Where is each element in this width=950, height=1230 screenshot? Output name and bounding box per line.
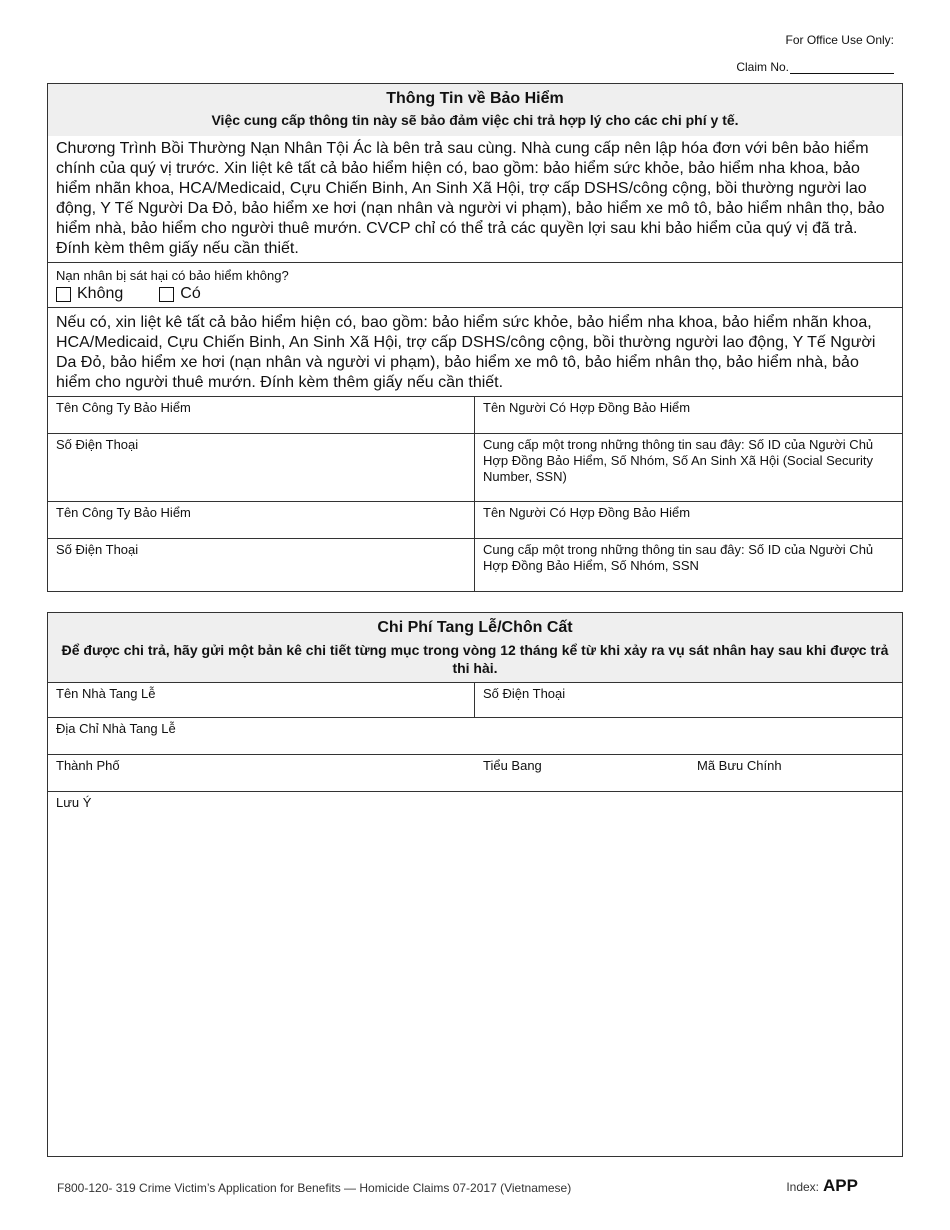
notes-label: Lưu Ý bbox=[56, 795, 92, 810]
insurance-section bbox=[47, 83, 903, 592]
insurance-id-label-2: Cung cấp một trong những thông tin sau đây: Số ID của Người Chủ Hợp Đồng Bảo Hiểm, Số Nhóm, SSN bbox=[483, 542, 874, 573]
funeral-row-2 bbox=[48, 718, 902, 755]
insurance-subtitle: Việc cung cấp thông tin này sẽ bảo đảm việc chi trả hợp lý cho các chi phí y tế. bbox=[211, 112, 739, 128]
funeral-phone-field[interactable] bbox=[475, 683, 902, 717]
option-yes[interactable] bbox=[159, 285, 200, 303]
insurance-question bbox=[48, 263, 902, 308]
city-label: Thành Phố bbox=[56, 758, 120, 773]
insurance-phone-label-1: Số Điện Thoại bbox=[56, 437, 139, 452]
funeral-home-name-label: Tên Nhà Tang Lễ bbox=[56, 686, 156, 701]
insurance-header bbox=[48, 84, 902, 136]
claim-number bbox=[736, 60, 894, 74]
policyholder-field-2[interactable] bbox=[475, 502, 902, 538]
insurance-phone-label-2: Số Điện Thoại bbox=[56, 542, 139, 557]
funeral-address-field[interactable] bbox=[48, 718, 902, 754]
insurance-row-3 bbox=[48, 502, 902, 539]
funeral-address-label: Địa Chỉ Nhà Tang Lễ bbox=[56, 721, 176, 736]
index-label: Index: bbox=[786, 1180, 820, 1194]
insurance-phone-field-2[interactable] bbox=[48, 539, 475, 591]
claim-number-label: Claim No. bbox=[736, 60, 789, 74]
form-footer: F800-120- 319 Crime Victim’s Application for Benefits — Homicide Claims 07-2017 (Vietnamese) bbox=[57, 1181, 572, 1195]
insurance-row-2 bbox=[48, 434, 902, 502]
index bbox=[786, 1176, 858, 1196]
insurance-company-field-1[interactable] bbox=[48, 397, 475, 433]
insurance-id-field-2[interactable] bbox=[475, 539, 902, 591]
option-no-label: Không bbox=[77, 285, 124, 302]
insurance-id-label-1: Cung cấp một trong những thông tin sau đây: Số ID của Người Chủ Hợp Đồng Bảo Hiểm, Số Nhóm, Số An Sinh Xã Hội (Social Security Number, SSN) bbox=[483, 437, 874, 484]
insurance-title: Thông Tin về Bảo Hiểm bbox=[386, 90, 564, 107]
notes-field[interactable] bbox=[48, 792, 902, 813]
insurance-company-label-1: Tên Công Ty Bảo Hiểm bbox=[56, 400, 191, 415]
insurance-intro: Chương Trình Bồi Thường Nạn Nhân Tội Ác là bên trả sau cùng. Nhà cung cấp nên lập hóa đơn với bên bảo hiểm chính của quý vị trước. Xin liệt kê tất cả bảo hiểm hiện có, bao gồm: bảo hiểm sức khỏe, bảo hiểm nha khoa, bảo hiểm nhãn khoa, HCA/Medicaid, Cựu Chiến Binh, An Sinh Xã Hội, trợ cấp DSHS/công cộng, bồi thường người lao động, Y Tế Người Da Đỏ, bảo hiểm xe hơi (nạn nhân và người vi phạm), bảo hiểm xe mô tô, bảo hiểm nhân thọ, bảo hiểm nhà, bảo hiểm cho người thuê mướn. CVCP chỉ có thể trả các quyền lợi sau khi bảo hiểm của quý vị đã trả. Đính kèm thêm giấy nếu cần thiết. bbox=[48, 136, 902, 263]
funeral-title: Chi Phí Tang Lễ/Chôn Cất bbox=[377, 619, 573, 636]
funeral-section bbox=[47, 612, 903, 1157]
insurance-if-yes: Nếu có, xin liệt kê tất cả bảo hiểm hiện có, bao gồm: bảo hiểm sức khỏe, bảo hiểm nha khoa, bảo hiểm nhãn khoa, HCA/Medicaid, Cựu Chiến Binh, An Sinh Xã Hội, trợ cấp DSHS/công cộng, bồi thường người lao động, Y Tế Người Da Đỏ, bảo hiểm xe hơi (nạn nhân và người vi phạm), bảo hiểm xe mô tô, bảo hiểm nhân thọ, bảo hiểm nhà, bảo hiểm cho người thuê mướn. Đính kèm thêm giấy nếu cần thiết. bbox=[48, 308, 902, 397]
option-yes-label: Có bbox=[180, 285, 201, 302]
funeral-subtitle: Để được chi trả, hãy gửi một bản kê chi tiết từng mục trong vòng 12 tháng kể từ khi xảy ra vụ sát nhân hay sau khi được trả thi hài. bbox=[61, 642, 889, 676]
insurance-id-field-1[interactable] bbox=[475, 434, 902, 501]
office-use-label: For Office Use Only: bbox=[785, 33, 894, 47]
insurance-question-label: Nạn nhân bị sát hại có bảo hiểm không? bbox=[56, 268, 289, 283]
option-no[interactable] bbox=[56, 285, 123, 303]
policyholder-label-1: Tên Người Có Hợp Đồng Bảo Hiểm bbox=[483, 400, 691, 415]
insurance-company-field-2[interactable] bbox=[48, 502, 475, 538]
zip-label: Mã Bưu Chính bbox=[697, 758, 782, 773]
policyholder-label-2: Tên Người Có Hợp Đồng Bảo Hiểm bbox=[483, 505, 691, 520]
funeral-phone-label: Số Điện Thoại bbox=[483, 686, 566, 701]
funeral-row-1 bbox=[48, 682, 902, 718]
funeral-home-name-field[interactable] bbox=[48, 683, 475, 717]
policyholder-field-1[interactable] bbox=[475, 397, 902, 433]
insurance-row-1 bbox=[48, 397, 902, 434]
index-code: APP bbox=[823, 1176, 858, 1195]
funeral-row-3 bbox=[48, 755, 902, 792]
insurance-phone-field-1[interactable] bbox=[48, 434, 475, 501]
claim-number-field[interactable] bbox=[790, 61, 894, 74]
checkbox-yes[interactable] bbox=[159, 287, 174, 302]
insurance-row-4 bbox=[48, 539, 902, 591]
insurance-company-label-2: Tên Công Ty Bảo Hiểm bbox=[56, 505, 191, 520]
funeral-header bbox=[48, 613, 902, 682]
state-label: Tiểu Bang bbox=[483, 758, 542, 773]
checkbox-no[interactable] bbox=[56, 287, 71, 302]
